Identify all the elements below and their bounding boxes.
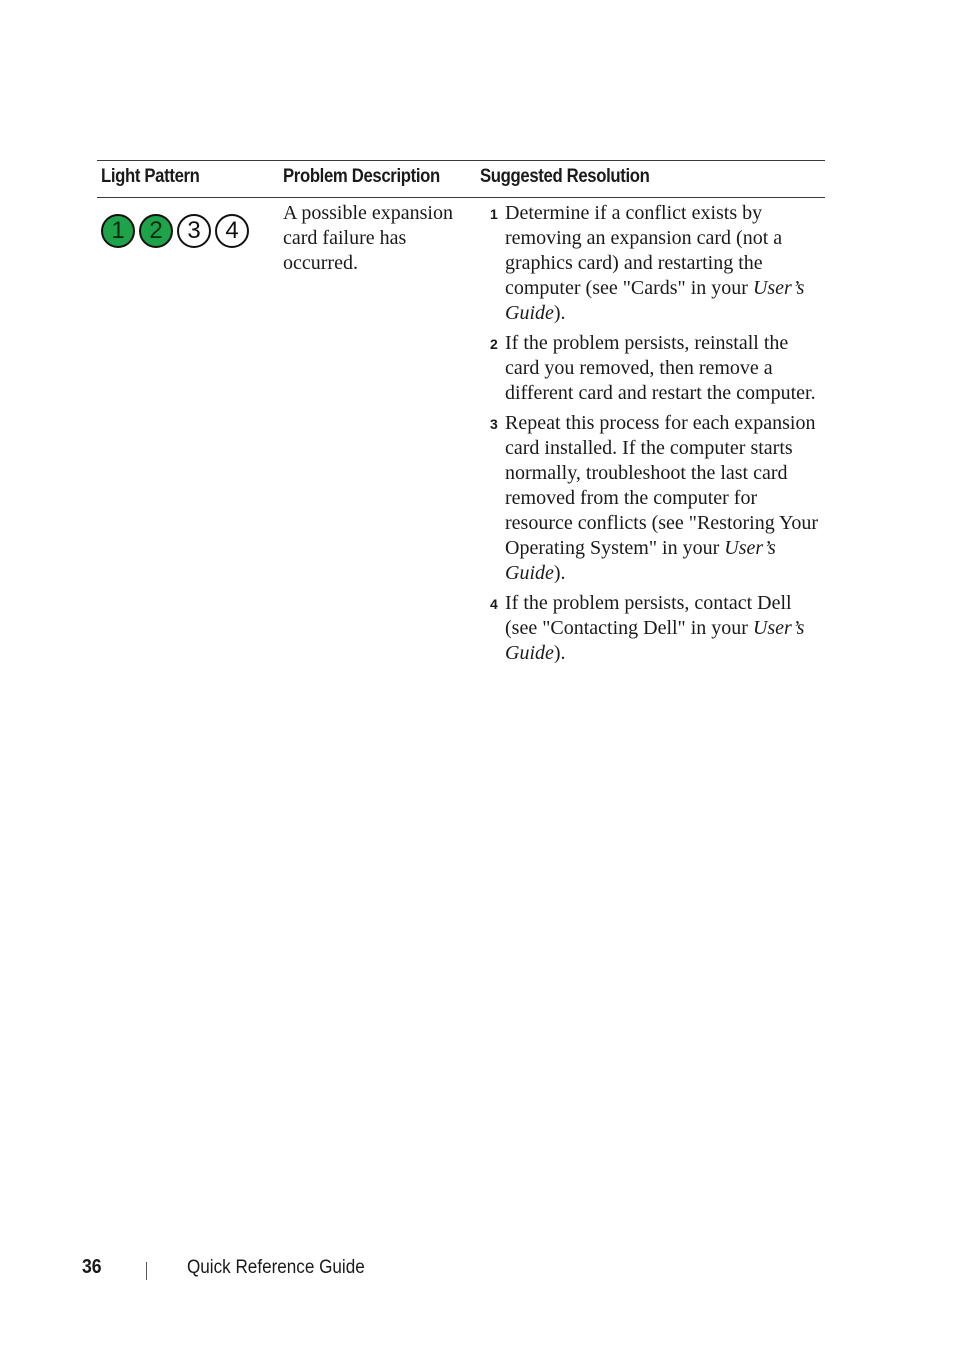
- resolution-step: [488, 331, 824, 406]
- page-number: 36: [82, 1256, 102, 1278]
- step-tail: ).: [553, 562, 566, 584]
- resolution-step: [488, 411, 824, 586]
- step-italic-reference: User’s Guide: [505, 537, 776, 584]
- footer-title: Quick Reference Guide: [187, 1257, 365, 1278]
- header-problem-description: Problem Description: [283, 166, 440, 187]
- step-tail: ).: [553, 302, 566, 324]
- resolution-step: [488, 591, 824, 666]
- step-italic-reference: User’s Guide: [505, 277, 805, 324]
- diagnostic-light-1-icon: 1: [101, 214, 135, 248]
- header-light-pattern: Light Pattern: [101, 166, 200, 187]
- step-number: 2: [490, 336, 498, 352]
- diagnostic-light-2-icon: 2: [139, 214, 173, 248]
- step-text: Determine if a conflict exists by removing an expansion card (not a graphics card) and restarting the computer (see "Cards" in your: [505, 202, 783, 299]
- step-text: If the problem persists, reinstall the card you removed, then remove a different card and restart the computer.: [505, 332, 816, 404]
- step-text: If the problem persists, contact Dell (see "Contacting Dell" in your: [505, 592, 792, 639]
- diagnostic-light-3-icon: 3: [177, 214, 211, 248]
- step-number: 1: [490, 206, 498, 222]
- step-number: 4: [490, 596, 498, 612]
- diagnostic-lights-table: [97, 160, 825, 698]
- diagnostic-light-4-icon: 4: [215, 214, 249, 248]
- step-number: 3: [490, 416, 498, 432]
- step-italic-reference: User’s Guide: [505, 617, 805, 664]
- table-row: [97, 198, 825, 698]
- footer-separator: [146, 1262, 147, 1280]
- light-pattern: [101, 214, 249, 248]
- step-text: Repeat this process for each expansion card installed. If the computer starts normally, troubleshoot the last card removed from the computer for resource conflicts (see "Restoring Your Operating System" in your: [505, 412, 819, 559]
- resolution-steps: [488, 201, 824, 671]
- page-footer: [0, 1256, 954, 1286]
- step-tail: ).: [553, 642, 566, 664]
- problem-description: A possible expansion card failure has occurred.: [283, 202, 453, 274]
- header-suggested-resolution: Suggested Resolution: [480, 166, 650, 187]
- resolution-step: [488, 201, 824, 326]
- table-header-row: [97, 161, 825, 197]
